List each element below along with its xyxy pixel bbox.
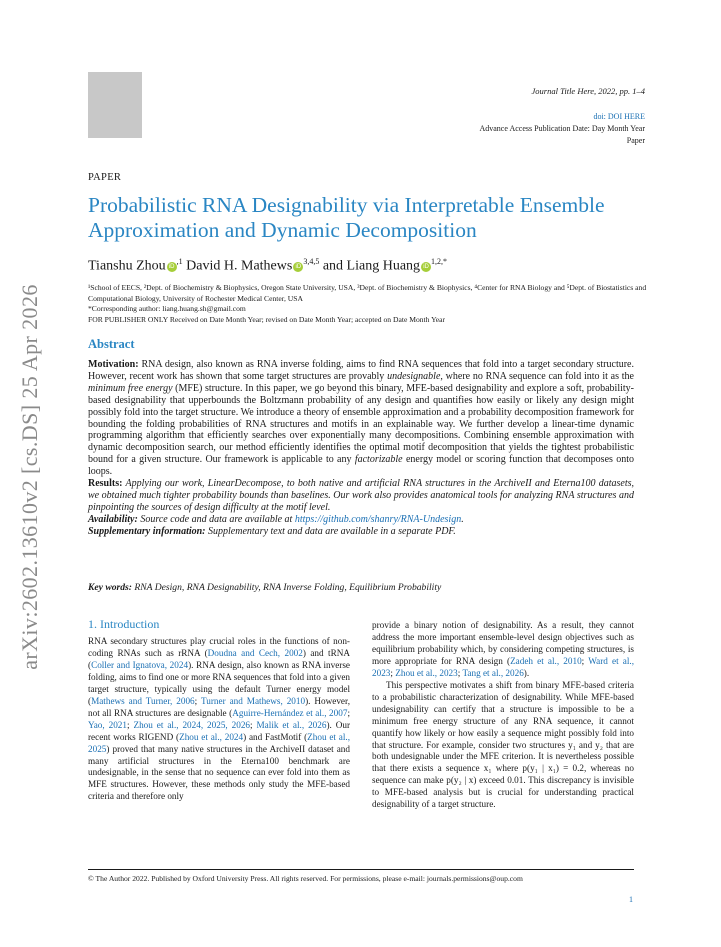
citation-link[interactable]: Tang et al., 2026 (462, 667, 524, 678)
author-name: Tianshu Zhou (88, 258, 166, 274)
copyright-notice: © The Author 2022. Published by Oxford University Press. All rights reserved. For permissions, please e-mail: journals.permissions@oup.com (88, 874, 523, 883)
paragraph-text: provide a binary notion of designability. As a result, they cannot address the more important ensemble-level design objectives such as equilibrium probability which, by considering competing structures, is more appropriate for RNA design ( (372, 620, 634, 666)
paragraph-text: This perspective motivates a shift from binary MFE-based criteria to a probabilistic characterization of designability. While MFE-based undesignability can certify that a structure is impossible to be a minimum free energy structure of any RNA sequence, it cannot quantify how likely or how easily a sequence might possibly fold into that structure. For example, consider two structures y₁ and y₂ that are both undesignable under the MFE criterion. It is nevertheless possible that there exists a sequence x₁ where p(y₁ | x₁) = 0.2, whereas no sequence can make p(y₂ | x) exceed 0.01. This discrepancy is invisible to MFE-based analysis but is crucial for understanding practical designability of a target structure. (372, 679, 634, 810)
arxiv-identifier: arXiv:2602.13610v2 [cs.DS] 25 Apr 2026 (17, 284, 42, 670)
paragraph-text: ) proved that many native structures in the ArchiveII dataset and many artificial structures in the Eterna100 benchmark are undesignable, in the sense that no sequence can ever fold into them as MFE structures. However, these methods only study the MFE-based criteria and therefore only (88, 743, 350, 802)
footer-divider (88, 869, 634, 870)
page-number: 1 (629, 895, 633, 904)
paragraph-text: ). However, not all RNA structures are designable ( (88, 695, 350, 718)
citation-link[interactable]: Zadeh et al., 2010 (510, 655, 582, 666)
paragraph-text: RNA secondary structures play crucial roles in the functions of non-coding RNAs such as rRNA ( (88, 636, 350, 658)
author-affiliation-marker: 3,4,5 (303, 257, 320, 266)
paragraph-text: ) and tRNA ( (88, 647, 351, 670)
motivation-text: RNA design, also known as RNA inverse folding, aims to find RNA sequences that fold into a target secondary structure. However, recent work has shown that some target structures are provably (88, 359, 634, 382)
motivation-text: (MFE) structure. In this paper, we go beyond this binary, MFE-based designability and explore a soft, probability-based designability that upperbounds the Boltzmann probability of any design and quantifies how easily or likely any design might possibly fold into the target structure. We introduce a theory of ensemble approximation and a probability decomposition framework for bounding the folding probabilities of RNA structures and motifs in an explainable way. We further develop a linear-time dynamic programming algorithm that efficiently searches over exponentially many decompositions. Combining ensemble approximation with dynamic decomposition search, our method efficiently identifies the optimal motif decomposition that yields the tightest probabilistic bound for a given structure. Our framework is applicable to any (88, 382, 634, 466)
intro-paragraph (88, 636, 350, 803)
motivation-label: Motivation: (88, 359, 139, 370)
abstract-availability: Availability: Source code and data are available at https://github.com/shanry/RNA-Undesign. (88, 513, 464, 525)
paragraph-text: ; (250, 719, 257, 730)
orcid-icon[interactable]: iD (167, 262, 177, 272)
results-text: Applying our work, LinearDecompose, to both native and artificial RNA structures in the ArchiveII and Eterna100 datasets, we obtained much tighter probability bounds than baselines. Our work also provides anatomical tools for analyzing RNA structures and pinpointing the sources of design difficulty at the motif level. (88, 478, 634, 513)
publisher-dates: FOR PUBLISHER ONLY Received on Date Month Year; revised on Date Month Year; accepted on Date Month Year (88, 314, 446, 324)
journal-logo-placeholder (88, 72, 142, 138)
citation-link[interactable]: Zhou et al., 2023 (395, 667, 458, 678)
motivation-emphasis: factorizable (354, 454, 403, 466)
paper-label: PAPER (88, 172, 122, 183)
author-list (88, 257, 447, 275)
citation-link[interactable]: Aguirre-Hernández et al., 2007 (232, 707, 348, 718)
paragraph-text: ). (523, 667, 530, 678)
paragraph-text: ; (457, 667, 463, 678)
intro-paragraph (372, 680, 634, 811)
paragraph-text: ; (581, 655, 589, 666)
intro-paragraph (372, 620, 634, 680)
paragraph-text: ) and FastMotif ( (243, 731, 308, 742)
corresponding-author: *Corresponding author: liang.huang.sh@gmail.com (88, 304, 246, 313)
paragraph-text: ; (347, 707, 350, 718)
orcid-icon[interactable]: iD (421, 262, 431, 272)
availability-label: Availability: (88, 513, 138, 525)
citation-link[interactable]: Zhou et al., 2024, 2025, 2026 (133, 719, 251, 730)
citation-link[interactable]: Coller and Ignatova, 2024 (91, 659, 189, 670)
doi-link[interactable]: doi: DOI HERE (593, 112, 645, 121)
citation-link[interactable]: Ward et al., 2023 (372, 655, 634, 678)
citation-link[interactable]: Zhou et al., 2024 (179, 731, 244, 742)
github-link[interactable]: https://github.com/shanry/RNA-Undesign (294, 513, 462, 525)
author-affiliation-marker: 1,2,* (431, 257, 448, 266)
author-name: David H. Mathews (186, 258, 293, 274)
supplementary-label: Supplementary information: (88, 525, 206, 537)
paragraph-text: ). Our recent works RIGEND ( (88, 719, 351, 742)
intro-right-column (372, 620, 634, 811)
paragraph-text: ). RNA design, also known as RNA inverse folding, aims to find one or more RNA sequences that fold into a given target structure, typically using the default Turner energy model ( (88, 659, 351, 706)
author-conjunction: and (322, 258, 344, 274)
article-type: Paper (626, 136, 645, 145)
abstract-supplementary (88, 526, 634, 538)
keywords-text: RNA Design, RNA Designability, RNA Inverse Folding, Equilibrium Probability (131, 582, 442, 593)
citation-link[interactable]: Turner and Mathews, 2010 (200, 695, 306, 706)
paragraph-text: ; (390, 667, 396, 678)
abstract-motivation (88, 359, 634, 478)
citation-link[interactable]: Doudna and Cech, 2002 (207, 647, 303, 658)
keywords-label: Key words: (88, 582, 132, 593)
arxiv-sidebar (4, 262, 56, 692)
results-label: Results: (88, 478, 123, 490)
journal-citation: Journal Title Here, 2022, pp. 1–4 (531, 86, 645, 96)
abstract-heading: Abstract (88, 337, 135, 351)
motivation-emphasis: minimum free energy (88, 382, 173, 394)
motivation-emphasis: undesignable (387, 370, 441, 382)
advance-access-date: Advance Access Publication Date: Day Month Year (479, 124, 645, 133)
author-name: Liang Huang (346, 258, 421, 274)
author-affiliation-marker: ,1 (176, 257, 183, 266)
section-heading-introduction: 1. Introduction (88, 617, 160, 631)
availability-text: Source code and data are available at (137, 513, 295, 525)
motivation-text: , where no RNA sequence can fold into it as the (440, 370, 634, 382)
intro-left-column (88, 636, 350, 803)
motivation-text: energy model or scoring function that decomposes onto loops. (88, 454, 635, 478)
citation-link[interactable]: Yao, 2021 (88, 719, 127, 730)
paragraph-text: ; (126, 719, 134, 730)
affiliation-lines: ¹School of EECS, ²Dept. of Biochemistry & Biophysics, Oregon State University, USA, ³Dept. of Biochemistry & Biophysics, ⁴Center for RNA Biology and ⁵Dept. of Biostatistics and Computational Biology, University of Rochester Medical Center, USA (88, 283, 647, 303)
citation-link[interactable]: Zhou et al., 2025 (88, 731, 350, 754)
orcid-icon[interactable]: iD (293, 262, 303, 272)
keywords (88, 582, 634, 593)
abstract-results (88, 478, 634, 514)
paper-title: Probabilistic RNA Designability via Interpretable Ensemble Approximation and Dynamic Decomposition (88, 193, 605, 242)
paragraph-text: ; (194, 695, 201, 706)
supplementary-text: Supplementary text and data are available in a separate PDF. (205, 525, 456, 537)
citation-link[interactable]: Mathews and Turner, 2006 (91, 695, 195, 706)
citation-link[interactable]: Malik et al., 2026 (256, 719, 327, 730)
abstract-body (88, 359, 634, 538)
affiliations (88, 283, 648, 325)
